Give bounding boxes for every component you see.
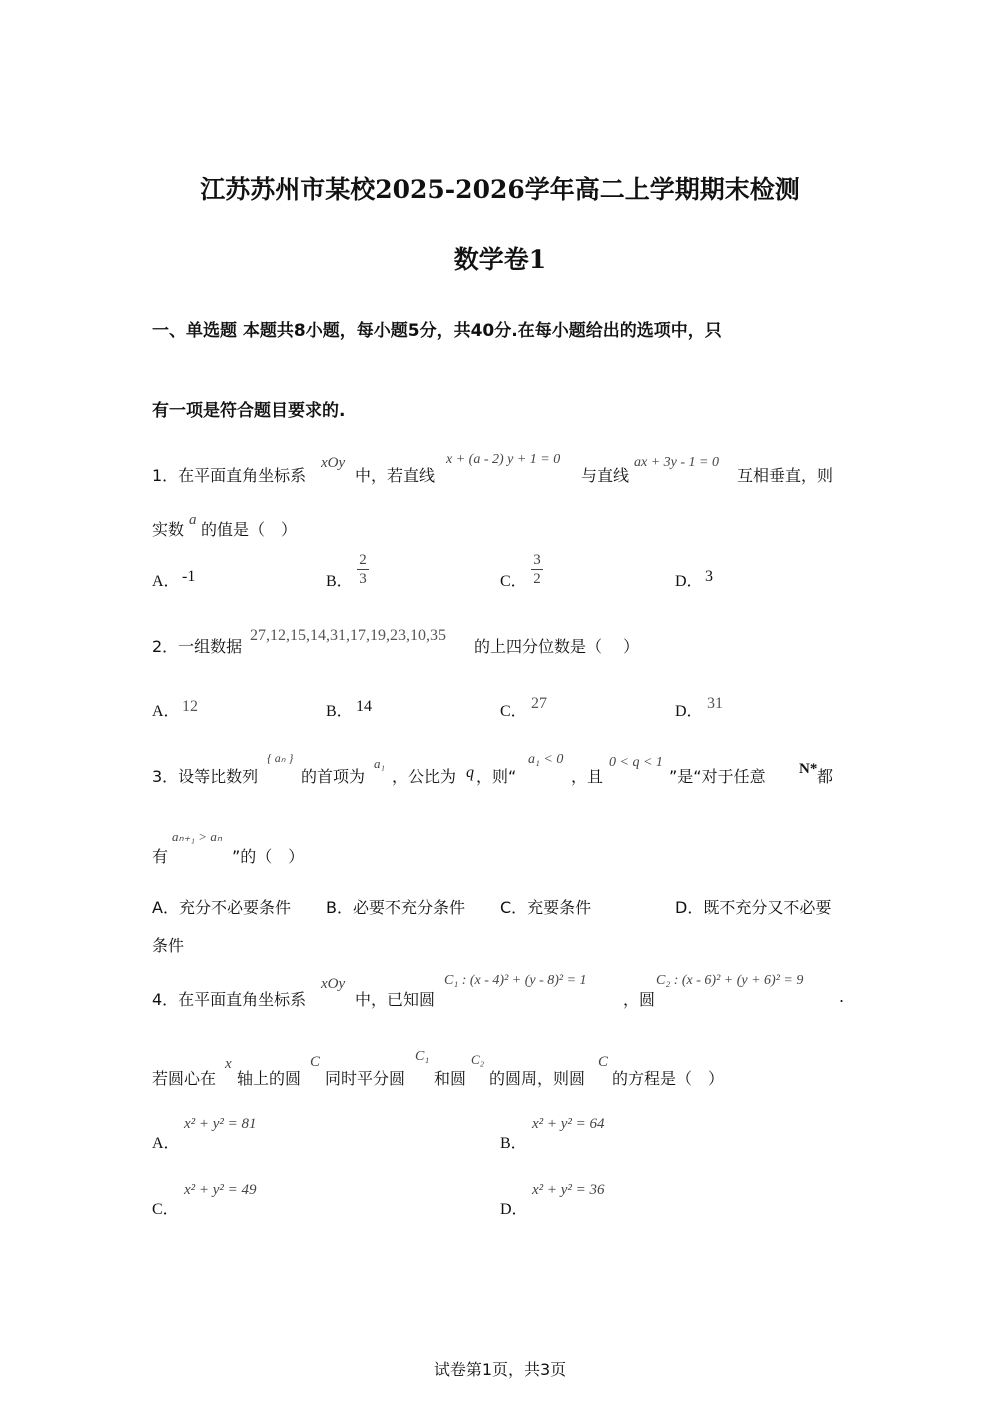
q4-text: 中，已知圆 [355, 990, 436, 1009]
page-footer: 试卷第1页，共3页 [433, 1360, 567, 1379]
q3-math-cond1: a₁ < 0 [528, 752, 564, 767]
q3-math-q: q [466, 764, 474, 781]
q3-option-c: C．充要条件 [500, 898, 592, 917]
q1-option-b-label: B． [326, 573, 353, 590]
q1-math-line2: ax + 3y - 1 = 0 [634, 455, 719, 470]
q4-option-d-value: x² + y² = 36 [532, 1182, 605, 1198]
q1-option-c-fraction [530, 551, 544, 588]
section-heading-line2: 有一项是符合题目要求的. [152, 401, 346, 421]
q2-option-c-value: 27 [531, 695, 547, 712]
q1-text: 实数 [152, 520, 185, 539]
q1-text: 的值是（ ） [201, 520, 298, 539]
q4-text: 和圆 [434, 1069, 467, 1088]
q3-text: ”的（ ） [232, 847, 305, 866]
q4-option-b-label: B． [500, 1135, 527, 1152]
q1-text: 互相垂直，则 [737, 466, 834, 485]
q3-option-d: D．既不充分又不必要 [675, 898, 832, 917]
q4-option-a-value: x² + y² = 81 [184, 1116, 257, 1132]
q4-math-c2-ref: C₂ [471, 1052, 485, 1067]
q1-math-line1: x + (a - 2) y + 1 = 0 [446, 452, 561, 467]
q4-option-d-label: D． [500, 1201, 528, 1218]
q2-math-data: 27,12,15,14,31,17,19,23,10,35 [250, 627, 446, 644]
q4-text: 若圆心在 [152, 1069, 217, 1088]
q3-text: 都 [817, 767, 834, 786]
q3-math-cond2: 0 < q < 1 [609, 755, 663, 770]
q4-math-c1: C₁ : (x - 4)² + (y - 8)² = 1 [444, 973, 587, 988]
q4-option-b-value: x² + y² = 64 [532, 1116, 605, 1132]
q3-text: ，且 [571, 767, 604, 786]
q1-option-d-label: D． [675, 573, 703, 590]
q4-math-c1-ref: C₁ [415, 1049, 430, 1064]
q4-text: 的方程是（ ） [612, 1069, 725, 1088]
q4-option-c-value: x² + y² = 49 [184, 1182, 257, 1198]
q3-option-a: A．充分不必要条件 [152, 898, 291, 917]
q4-text: 4．在平面直角坐标系 [152, 990, 307, 1009]
page-subtitle: 数学卷1 [453, 245, 547, 274]
q2-option-d-value: 31 [707, 695, 723, 712]
fraction-denominator: 2 [533, 571, 541, 587]
q2-option-a-label: A． [152, 703, 180, 720]
q4-option-c-label: C． [152, 1201, 179, 1218]
q3-text: 有 [152, 847, 169, 866]
q4-text: 轴上的圆 [237, 1069, 302, 1088]
q4-math-c: C [598, 1054, 609, 1070]
q2-option-c-label: C． [500, 703, 527, 720]
q3-option-d-continued: 条件 [152, 936, 185, 955]
q1-math-xoy: xOy [321, 455, 346, 471]
q3-text: ，公比为 [392, 767, 457, 786]
q4-text: 同时平分圆 [325, 1069, 406, 1088]
q1-text: 与直线 [581, 466, 630, 485]
q3-math-nstar: N* [799, 761, 818, 777]
fraction-numerator: 3 [533, 552, 541, 568]
section-heading-line1: 一、单选题 本题共8小题，每小题5分，共40分.在每小题给出的选项中，只 [152, 321, 722, 341]
q3-option-b: B．必要不充分条件 [326, 898, 465, 917]
fraction-denominator: 3 [359, 571, 367, 587]
q4-math-c2: C₂ : (x - 6)² + (y + 6)² = 9 [656, 973, 804, 988]
q3-text: ”是“对于任意 [669, 767, 766, 786]
q4-option-a-label: A． [152, 1135, 180, 1152]
q1-text: 中，若直线 [355, 466, 436, 485]
page-title: 江苏苏州市某校2025-2026学年高二上学期期末检测 [200, 175, 800, 204]
q4-math-x: x [225, 1056, 232, 1072]
q1-text: 1．在平面直角坐标系 [152, 466, 307, 485]
q4-text: 的圆周，则圆 [489, 1069, 586, 1088]
q1-option-a-label: A． [152, 573, 180, 590]
q4-math-xoy: xOy [321, 976, 346, 992]
q2-option-b-value: 14 [356, 698, 372, 715]
q4-text: ，圆 [623, 990, 656, 1009]
q2-option-a-value: 12 [182, 698, 198, 715]
q1-option-c-label: C． [500, 573, 527, 590]
q1-option-d-value: 3 [705, 568, 713, 585]
q3-math-seq: { aₙ } [267, 751, 294, 765]
q4-text: . [839, 987, 845, 1006]
q3-text: 3．设等比数列 [152, 767, 259, 786]
q4-math-c: C [310, 1054, 321, 1070]
q3-text: 的首项为 [301, 767, 366, 786]
q2-text: 的上四分位数是（ ） [474, 637, 640, 656]
q3-text: ，则“ [476, 767, 517, 786]
q3-math-a1: a₁ [374, 756, 386, 771]
q1-option-a-value: -1 [182, 568, 196, 585]
q2-text: 2．一组数据 [152, 637, 243, 656]
q1-math-a: a [189, 512, 197, 528]
q2-option-b-label: B． [326, 703, 353, 720]
fraction-numerator: 2 [359, 552, 367, 568]
q1-option-b-fraction [356, 551, 370, 588]
q2-option-d-label: D． [675, 703, 703, 720]
q3-math-cond3: aₙ₊₁ > aₙ [172, 829, 223, 844]
